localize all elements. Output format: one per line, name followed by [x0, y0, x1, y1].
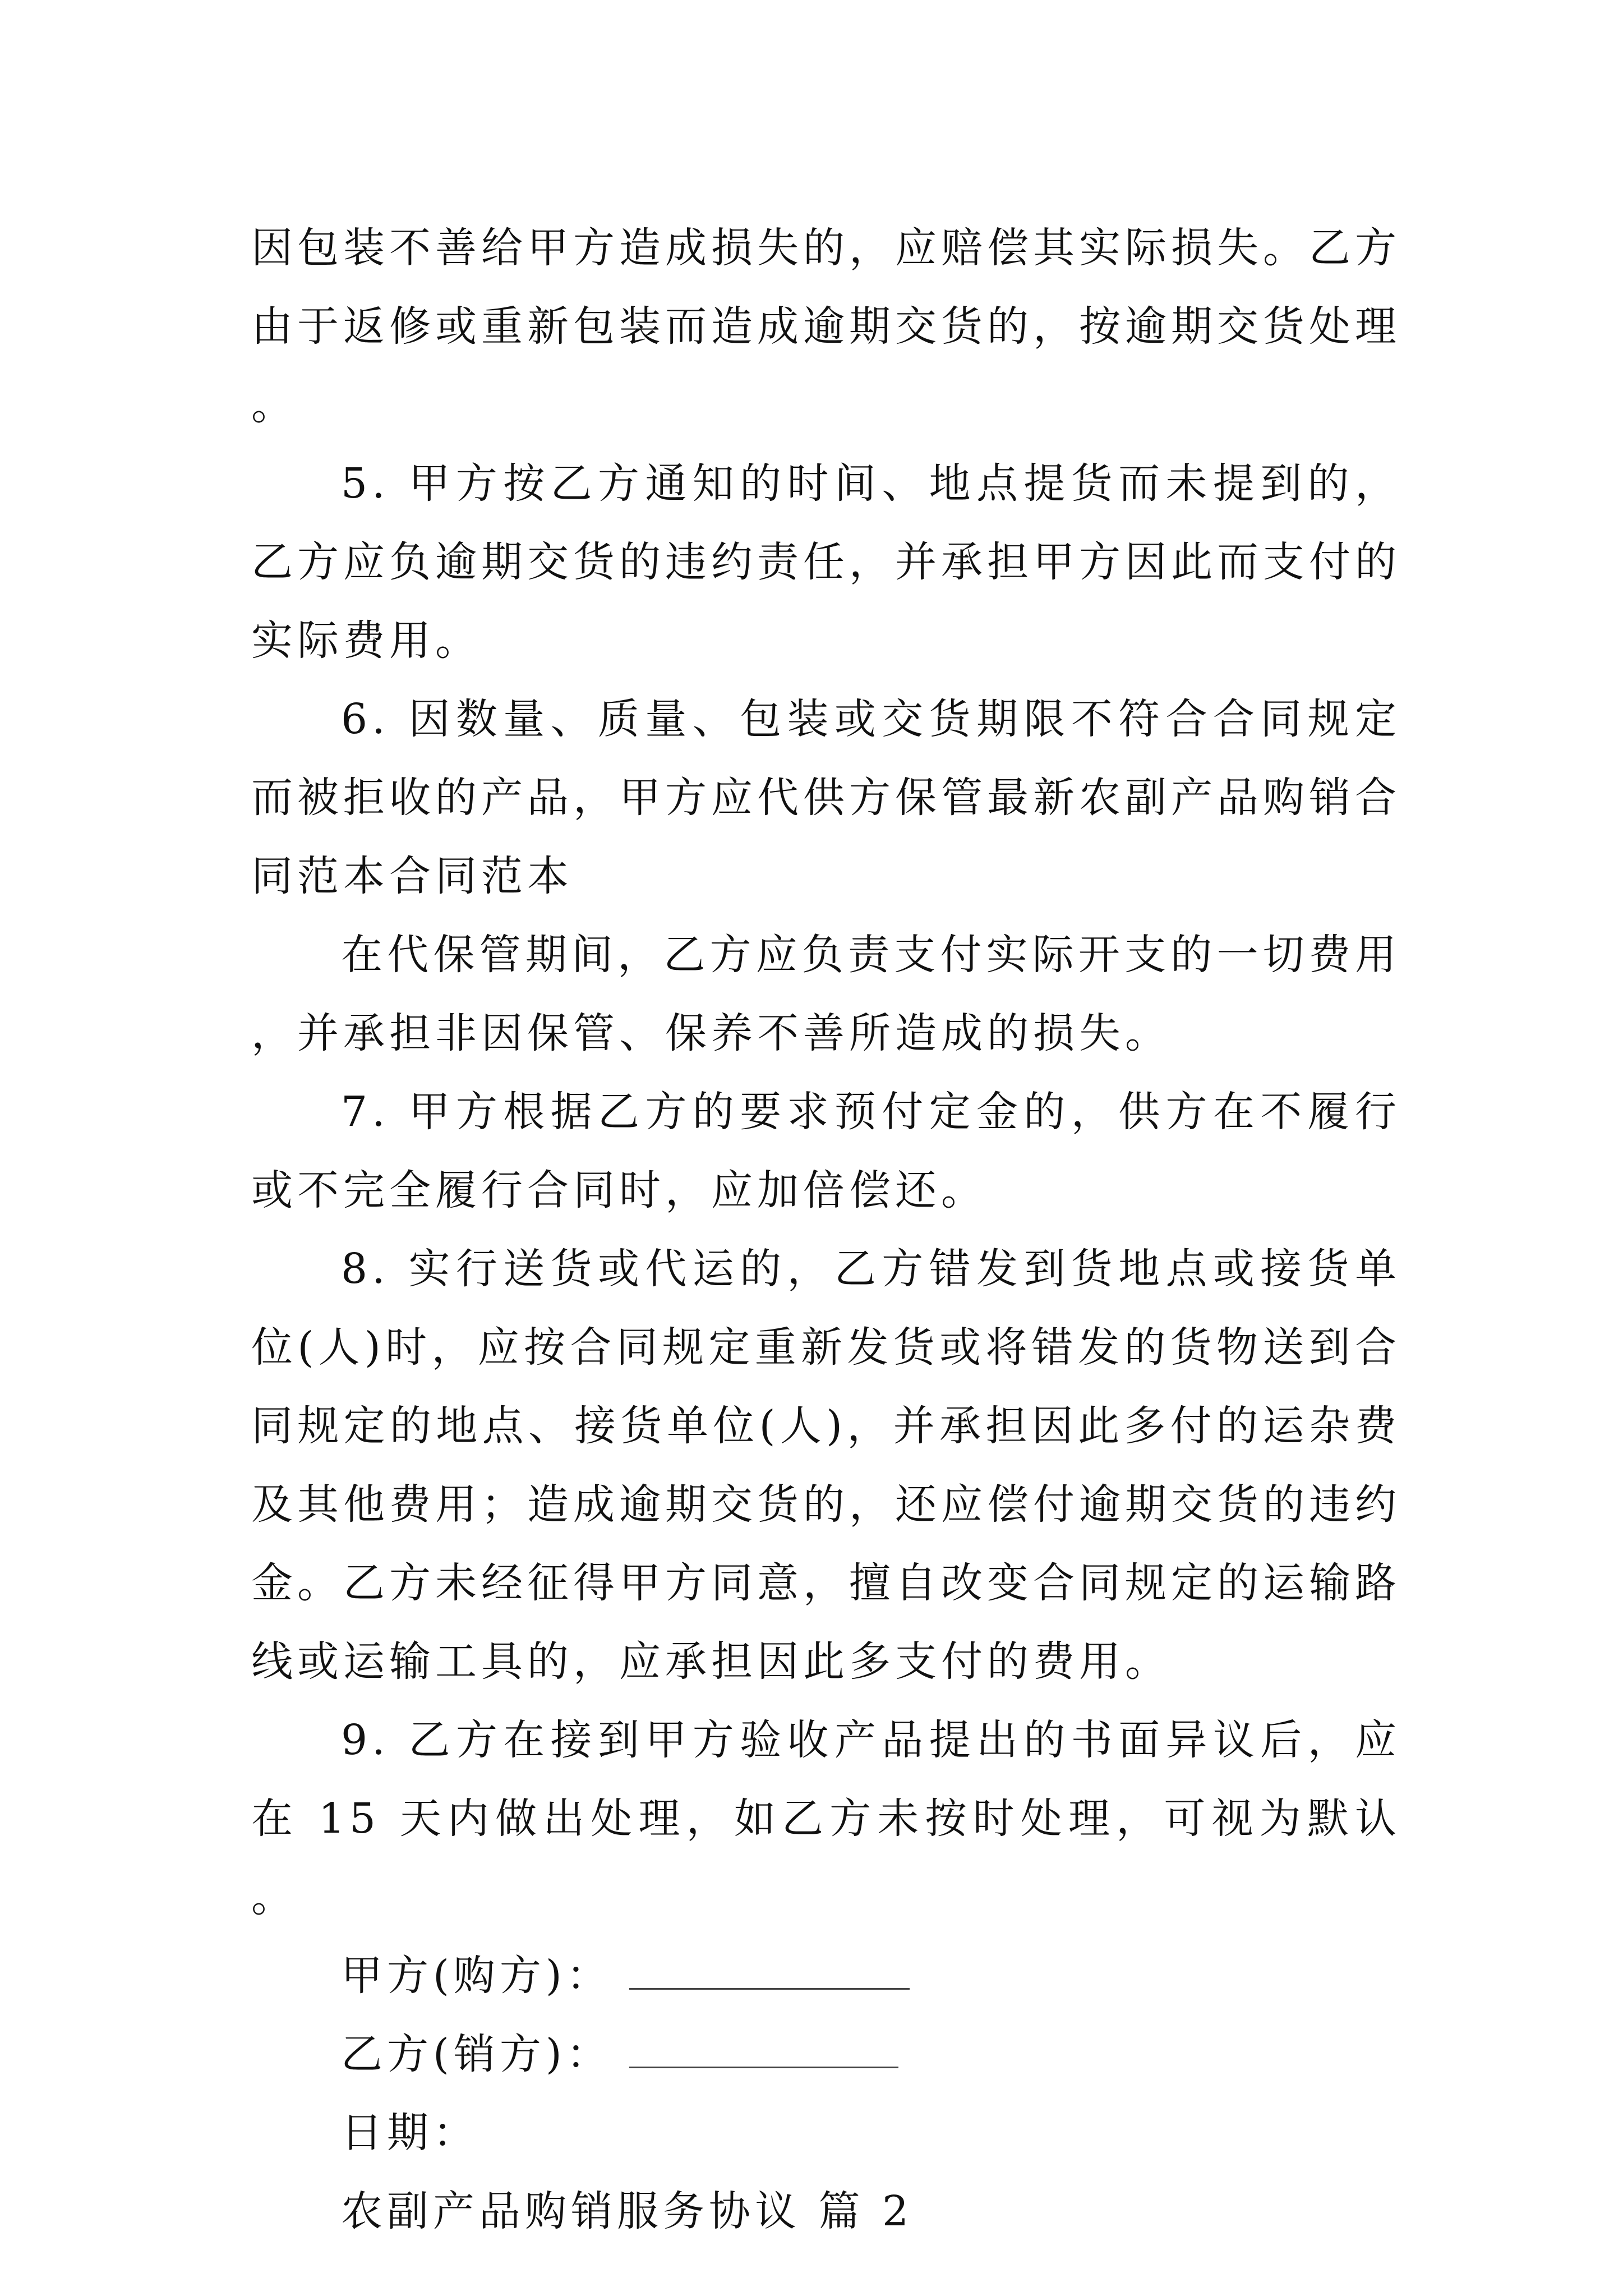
paragraph-clause-6-continued: 在代保管期间，乙方应负责支付实际开支的一切费用，并承担非因保管、保养不善所造成的损失。: [251, 931, 1401, 1057]
signature-party-b: [251, 2015, 1401, 2093]
next-section-heading: 农副产品购销服务协议 篇 2: [341, 2187, 914, 2235]
paragraph-clause-8: 8. 实行送货或代运的，乙方错发到货地点或接货单位(人)时，应按合同规定重新发货或将错发的货物送到合同规定的地点、接货单位(人)，并承担因此多付的运杂费及其他费用；造成逾期交货的，还应偿付逾期交货的违约金。乙方未经征得甲方同意，擅自改变合同规定的运输路线或运输工具的，应承担因此多支付的费用。: [251, 1245, 1401, 1686]
date-label: 日期：: [341, 2109, 479, 2157]
signature-party-a: [251, 1936, 1401, 2015]
paragraph-clause-9: 9. 乙方在接到甲方验收产品提出的书面异议后，应在 15 天内做出处理，如乙方未按时处理，可视为默认。: [251, 1716, 1401, 1921]
contract-body: [251, 209, 1401, 2251]
paragraph-clause-7: 7. 甲方根据乙方的要求预付定金的，供方在不履行或不完全履行合同时，应加倍偿还。: [251, 1088, 1401, 1214]
party-a-blank-line: [629, 1982, 910, 1990]
party-b-label: 乙方(销方)：: [341, 2030, 612, 2078]
paragraph-clause-6: 6. 因数量、质量、包装或交货期限不符合合同规定而被拒收的产品，甲方应代供方保管最新农副产品购销合同范本合同范本: [251, 695, 1401, 900]
paragraph-continuation: 因包装不善给甲方造成损失的，应赔偿其实际损失。乙方由于返修或重新包装而造成逾期交货的，按逾期交货处理。: [251, 224, 1401, 429]
paragraph-clause-5: 5. 甲方按乙方通知的时间、地点提货而未提到的，乙方应负逾期交货的违约责任，并承担甲方因此而支付的实际费用。: [251, 459, 1401, 665]
party-b-blank-line: [629, 2061, 898, 2068]
signature-date: [251, 2093, 1401, 2172]
party-a-label: 甲方(购方)：: [341, 1952, 612, 2000]
